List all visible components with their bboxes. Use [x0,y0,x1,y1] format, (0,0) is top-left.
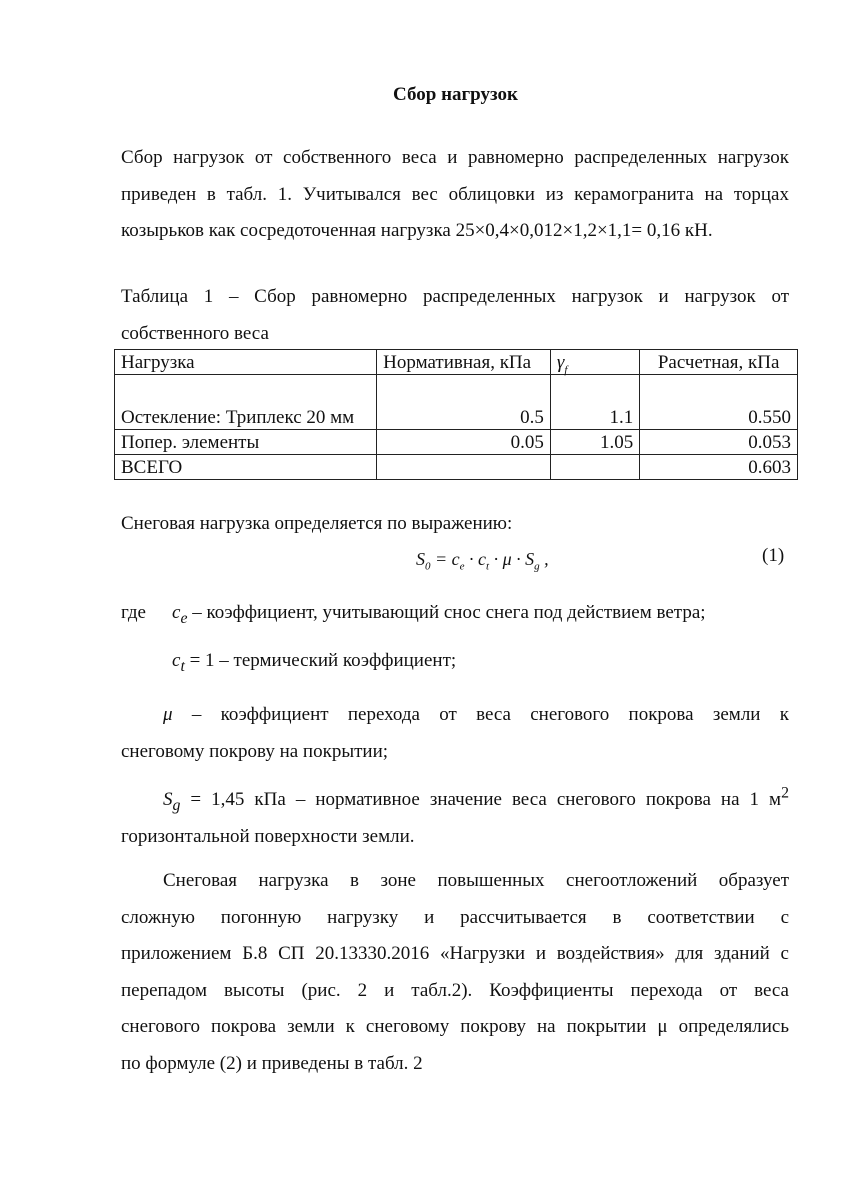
header-normative: Нормативная, кПа [377,350,551,375]
formula-sg: S [525,549,535,569]
row-1-factor: 1.1 [550,375,639,430]
mu-symbol: μ [163,704,173,725]
snow-zone-paragraph [121,863,789,1082]
main-line-2: сложную погонную нагрузку и рассчитывается в соответствии с [121,906,789,928]
sg-superscript: 2 [781,784,789,802]
definition-mu [121,697,789,770]
row-3-normative [377,455,551,480]
formula-s: S [416,549,425,569]
row-1-load: Остекление: Триплекс 20 мм [115,375,377,430]
row-1-design: 0.550 [640,375,798,430]
intro-line-3: козырьков как сосредоточенная нагрузка 25×0,4×0,012×1,2×1,1= 0,16 кН. [121,220,713,241]
table-row [115,375,798,430]
main-line-1 [121,863,789,900]
page-title: Сбор нагрузок [393,84,518,105]
main-text-1: Снеговая нагрузка в зоне повышенных снегоотложений образует [163,870,789,891]
where-label: где [121,602,146,623]
row-2-normative: 0.05 [377,430,551,455]
mu-text-1: – коэффициент перехода от веса снегового покрова земли к [172,704,789,725]
table-caption [121,279,789,352]
formula-dot-1: · [464,549,479,569]
row-3-factor [550,455,639,480]
table-row [115,430,798,455]
sg-line-2: горизонтальной поверхности земли. [121,825,415,847]
definition-sg [121,782,789,855]
header-gamma [550,350,639,375]
row-2-factor: 1.05 [550,430,639,455]
table-caption-line-2: собственного веса [121,322,269,344]
table-caption-line-1: Таблица 1 – Сбор равномерно распределенных нагрузок и нагрузок от [121,286,789,307]
sg-line-1 [121,782,789,819]
row-2-design: 0.053 [640,430,798,455]
sg-text-1: = 1,45 кПа – нормативное значение веса снегового покрова на 1 м [180,789,782,810]
gamma-subscript: f [564,363,568,376]
formula-dot-3: · [511,549,526,569]
intro-paragraph [121,140,789,250]
main-line-5: снегового покрова земли к снеговому покрову на покрытии μ определялись [121,1016,789,1037]
formula-ct-sub: t [486,560,490,573]
sg-subscript: g [172,796,181,814]
ct-text: = 1 – термический коэффициент; [184,650,457,671]
row-2-load: Попер. элементы [115,430,377,455]
equation-number: (1) [762,545,785,566]
formula-ct: c [478,549,487,569]
header-design: Расчетная, кПа [640,350,798,375]
gamma-symbol: γ [556,352,565,373]
snow-formula [416,549,549,573]
mu-line-1 [121,697,789,734]
formula-ce: c [451,549,460,569]
formula-sg-sub: g [534,560,540,573]
intro-line-1: Сбор нагрузок от собственного веса и равномерно распределенных нагрузок [121,147,789,168]
formula-s-sub: 0 [425,560,431,573]
formula-mu: μ [502,549,512,569]
formula-comma: , [539,549,549,569]
intro-line-2: приведен в табл. 1. Учитывался вес облицовки из керамогранита на торцах [121,183,789,205]
row-1-normative: 0.5 [377,375,551,430]
ce-subscript: e [180,609,188,627]
table-row [115,455,798,480]
loads-table [114,349,798,480]
ct-symbol: c [172,650,181,671]
main-line-6: по формуле (2) и приведены в табл. 2 [121,1052,423,1074]
formula-equals: = [430,549,452,569]
definition-ct [172,650,457,675]
formula-ce-sub: e [459,560,465,573]
mu-line-2: снеговому покрову на покрытии; [121,740,389,762]
main-line-3: приложением Б.8 СП 20.13330.2016 «Нагрузки и воздействия» для зданий с [121,943,789,964]
row-3-design: 0.603 [640,455,798,480]
ct-subscript: t [180,657,185,675]
sg-symbol: S [163,789,173,810]
snow-intro: Снеговая нагрузка определяется по выражению: [121,513,513,534]
ce-symbol: c [172,602,181,623]
table-header-row [115,350,798,375]
ce-text: – коэффициент, учитывающий снос снега под действием ветра; [187,602,706,623]
definition-ce [172,602,706,627]
formula-dot-2: · [489,549,503,569]
row-3-load: ВСЕГО [115,455,377,480]
header-load: Нагрузка [115,350,377,375]
main-line-4: перепадом высоты (рис. 2 и табл.2). Коэффициенты перехода от веса [121,979,789,1001]
